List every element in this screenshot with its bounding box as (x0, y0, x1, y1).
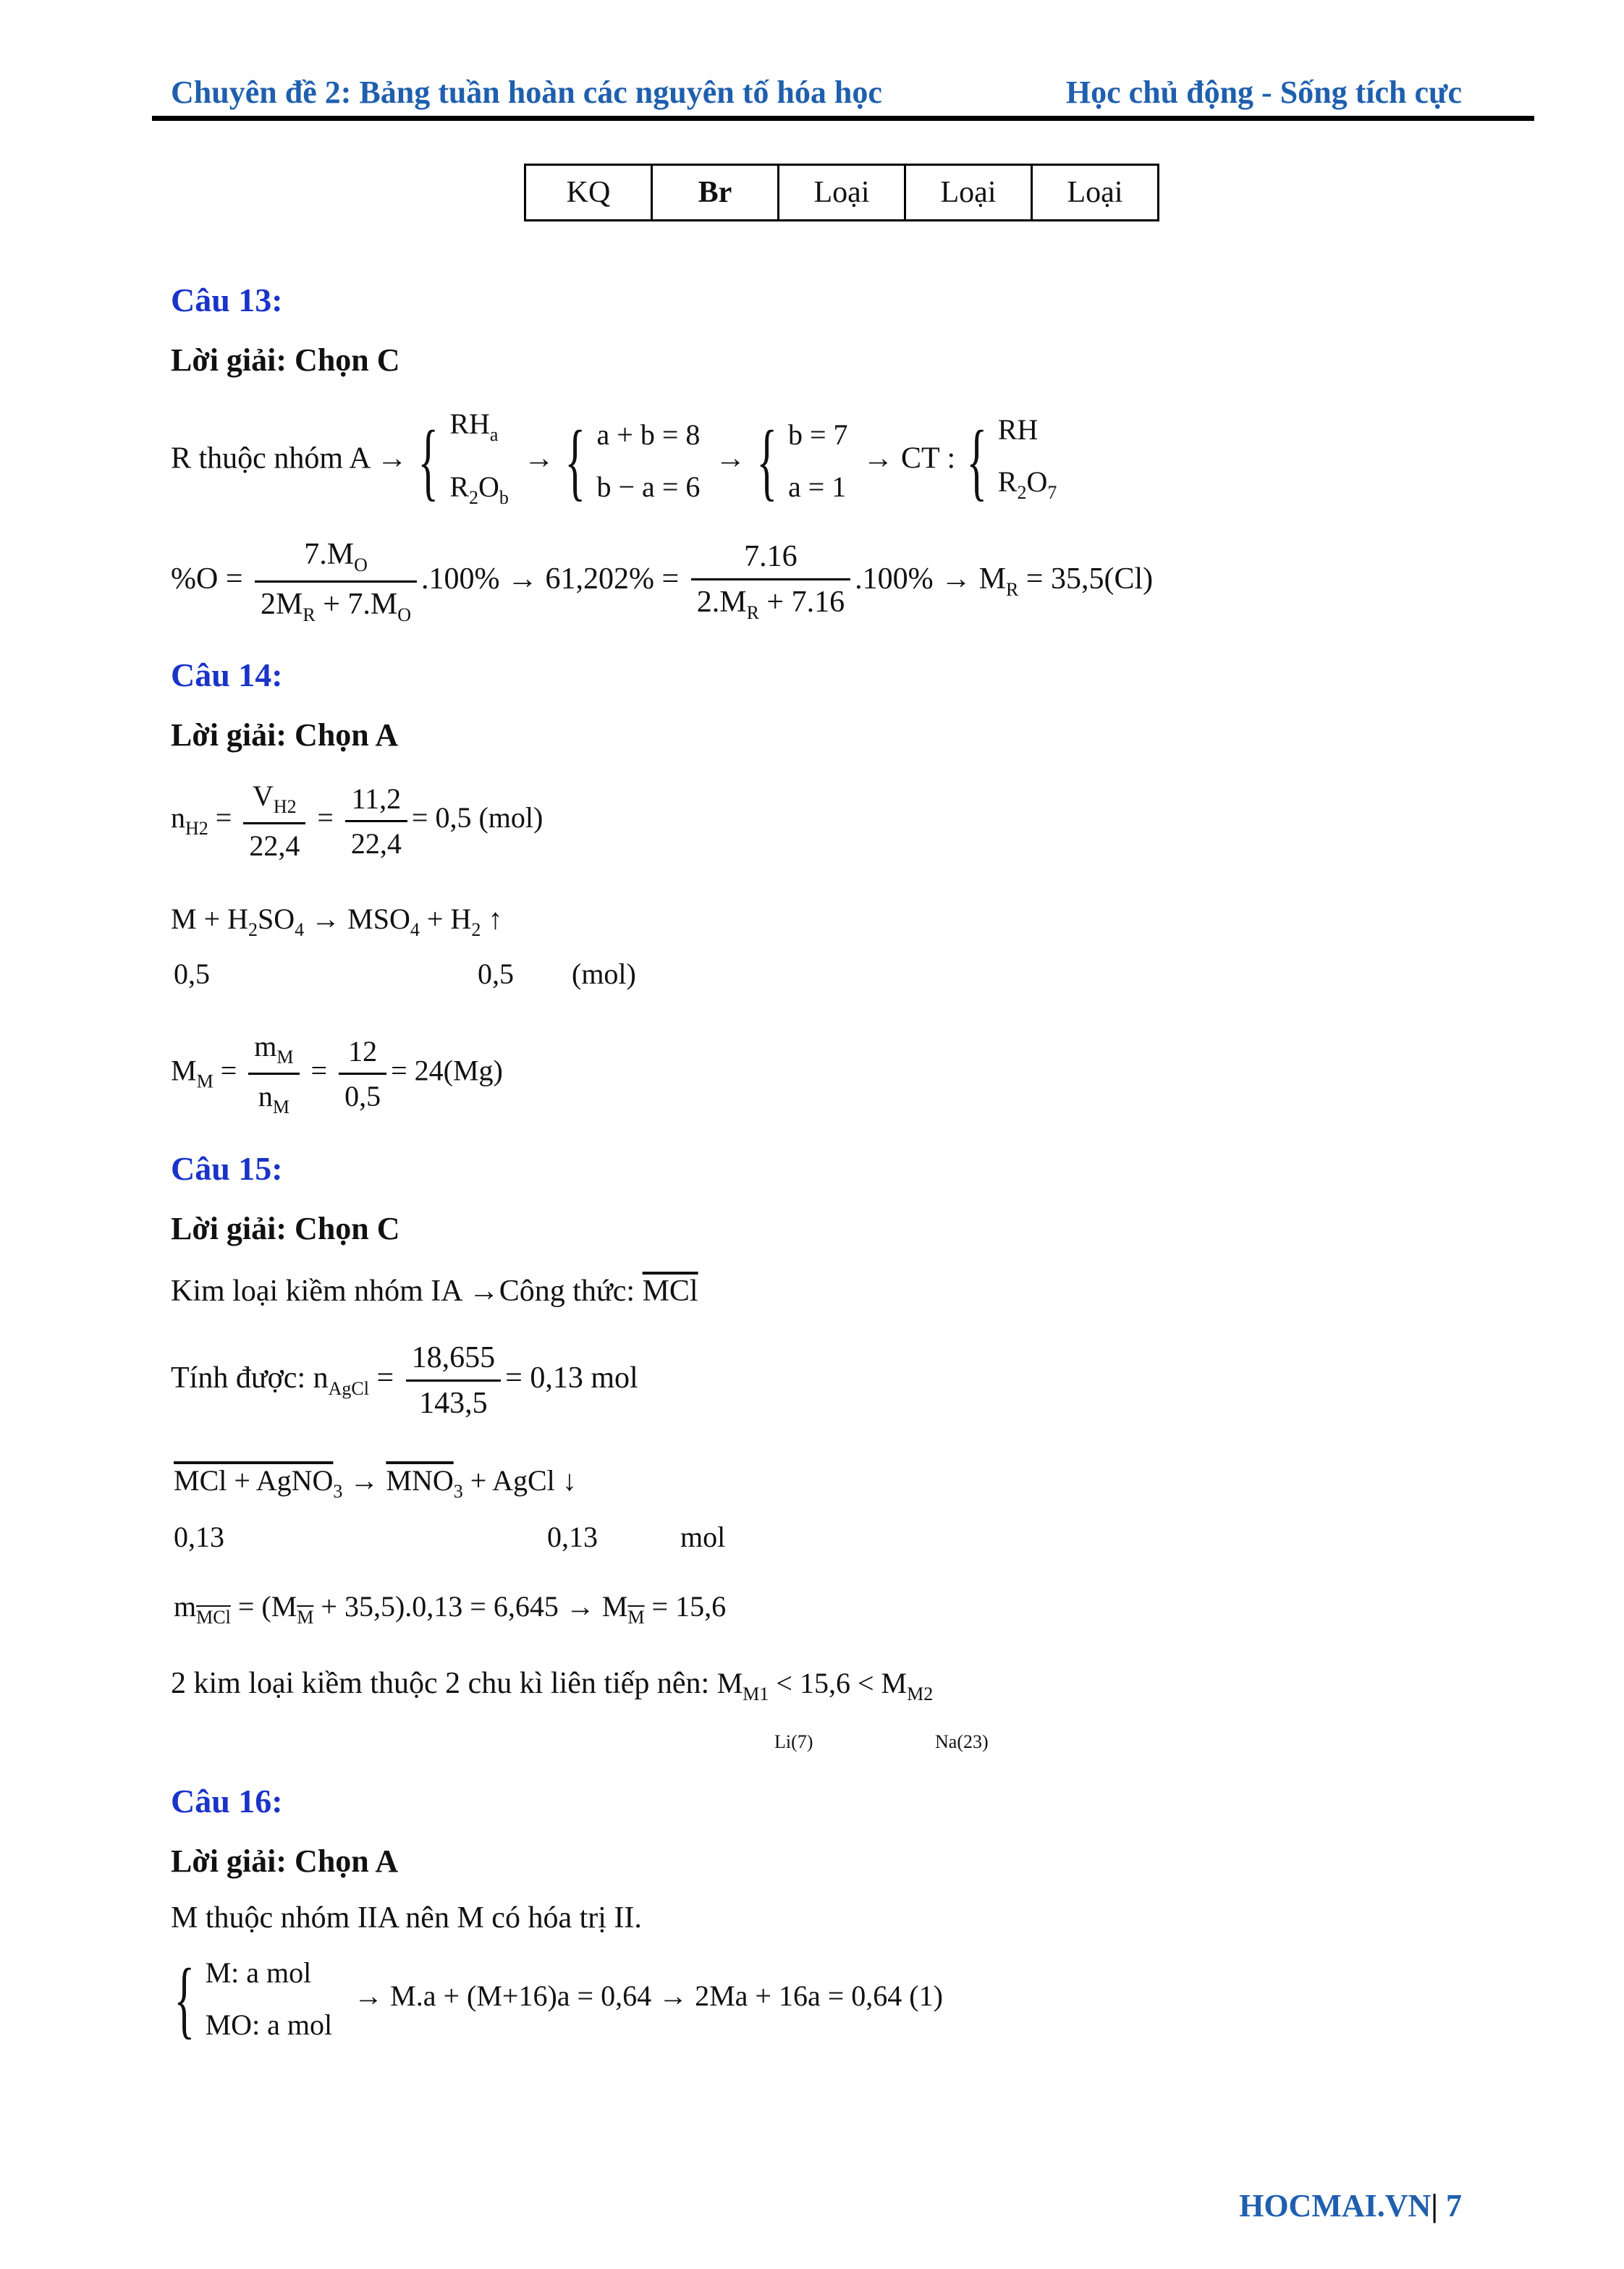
eq-text: = 15,6 (644, 1590, 727, 1623)
rx-text: + H (419, 903, 472, 935)
rx-text: SO (258, 903, 295, 935)
rx-text: $\overline{MNO}$ (386, 1464, 454, 1497)
sub: M (297, 1607, 314, 1628)
brace-icon: { (564, 413, 586, 509)
q16-valence-line: M thuộc nhóm IIA nên M có hóa trị II. (171, 1901, 642, 1935)
page-number: 7 (1446, 2188, 1462, 2223)
q15-mol-line: Tính được: $n_{AgCl}$ = $\frac{18,655}{143,5}$ = 0,13 mol (171, 1341, 638, 1420)
eq-text: = (M (230, 1590, 297, 1623)
sys-text: a + b = 8 (596, 418, 701, 451)
eq-text: < 15,6 < M (769, 1667, 908, 1699)
q15-formula-line (171, 1274, 698, 1309)
sub: R (746, 602, 759, 623)
frac-den: 0,5 (344, 1080, 381, 1112)
q15-stoich-a: 0,13 (174, 1521, 224, 1553)
eq-text: n (171, 801, 185, 834)
sub: R (1005, 579, 1019, 601)
q15-stoich-b: 0,13 (547, 1521, 598, 1553)
q15-answer: Lời giải: Chọn C (171, 1211, 400, 1246)
sub: M (627, 1607, 645, 1628)
header-slogan: Học chủ động - Sống tích cực (1065, 75, 1462, 110)
frac-den: n (258, 1080, 273, 1112)
sub: AgCl (328, 1378, 369, 1400)
q14-title: Câu 14: (171, 656, 283, 693)
result-table (524, 164, 1159, 221)
sys-sub: 7 (1047, 481, 1057, 503)
eq-text: = 0,13 mol (505, 1361, 638, 1395)
sub: M (907, 1683, 924, 1704)
frac-den: + 7.M (315, 588, 398, 621)
table-row (525, 165, 1159, 221)
sub: R (303, 604, 316, 625)
frac-num: 18,655 (406, 1340, 502, 1382)
sub: 2 (471, 919, 481, 940)
sub: 3 (453, 1481, 463, 1502)
fraction (406, 1340, 502, 1421)
eq-text: → M.a + (M+16)a = 0,64 → 2Ma + 16a = 0,64 (1) (354, 1979, 943, 2013)
fraction (339, 1034, 386, 1113)
sub: M (196, 1070, 213, 1092)
rx-text: M + H (171, 903, 249, 935)
ct-label: → CT : (863, 441, 956, 476)
frac-den: 143,5 (419, 1387, 488, 1420)
sys-text: O (478, 470, 499, 503)
frac-den: 2M (261, 588, 303, 621)
sys-text: R (997, 465, 1018, 498)
q13-system-line: R thuộc nhóm A → { $RH_a$ $R_2O_b$ → { a + b = 8 b − a = 6 → { b = 7 a = 1 → CT : { RH $R_2O_7$ (171, 398, 1057, 524)
q13-sys3 (788, 409, 848, 513)
brace-icon: { (966, 413, 987, 509)
frac-num: 12 (339, 1034, 386, 1075)
sys-sub: b (499, 487, 509, 508)
q14-reaction (171, 902, 502, 941)
q13-prefix: R thuộc nhóm A (171, 441, 370, 476)
eq-text: = 35,5(Cl) (1018, 562, 1154, 596)
site-name: HOCMAI.VN (1239, 2188, 1431, 2223)
sub: MCl (196, 1607, 231, 1628)
frac-num: m (254, 1030, 277, 1062)
frac-den: + 7.16 (758, 586, 845, 619)
sub: M (276, 1047, 294, 1068)
q15-period-line (171, 1666, 933, 1705)
sys-text: MO: a mol (205, 2008, 333, 2041)
q13-answer: Lời giải: Chọn C (171, 342, 400, 378)
table-cell: Loại (1032, 165, 1159, 221)
sys-sub: 2 (469, 487, 478, 508)
separator: | (1431, 2188, 1438, 2223)
header-rule (152, 116, 1534, 121)
q13-sys2 (597, 409, 701, 513)
eq-text: .100% → M (855, 562, 1006, 596)
frac-den: 2.M (696, 586, 747, 619)
eq-text: M (171, 1054, 197, 1087)
q13-sys1 (449, 398, 509, 524)
header-title: Chuyên đề 2: Bảng tuần hoàn các nguyên tố hóa học (171, 75, 882, 110)
fraction (255, 537, 417, 626)
frac-num: V (253, 779, 274, 812)
brace-icon: { (756, 413, 778, 509)
sub: 2 (287, 796, 297, 817)
q14-answer: Lời giải: Chọn A (171, 717, 399, 753)
frac-num: 11,2 (345, 782, 407, 822)
rx-text: → MSO (304, 903, 410, 935)
table-cell: Loại (779, 165, 905, 221)
sys-text: RH (997, 413, 1039, 446)
rx-text: MCl + AgNO (174, 1464, 334, 1497)
q13-title: Câu 13: (171, 282, 283, 318)
q16-system (171, 1947, 943, 2051)
q15-title: Câu 15: (171, 1150, 283, 1187)
q15-label-na: Na(23) (935, 1731, 989, 1752)
q15-mass-equation (174, 1589, 726, 1628)
sys (206, 1947, 333, 2051)
eq-text: n (313, 1361, 329, 1395)
sub: 1 (759, 1683, 769, 1704)
text: Tính được: (171, 1361, 313, 1395)
sys-text: M: a mol (205, 1956, 312, 1989)
q14-molar-mass: $M_M$ = $\frac{m_M}{n_M}$ = $\frac{12}{0,5}$ = 24(Mg) (171, 1030, 503, 1117)
q13-percent-equation (171, 537, 1153, 626)
eq-text: + 35,5).0,13 = 6,645 → M (313, 1590, 628, 1623)
sys-text: RH (449, 407, 490, 440)
fraction (345, 782, 407, 861)
sub: 2 (923, 1683, 934, 1704)
sub: 3 (333, 1481, 343, 1502)
q14-mol-equation: $n_{H2}$ = $\frac{V_{H2}}{22,4}$ = $\frac{11,2}{22,4}$ = 0,5 (mol) (171, 779, 544, 862)
rx-text: ↑ (481, 903, 503, 935)
text: 2 kim loại kiềm thuộc 2 chu kì liên tiếp nên: (171, 1667, 717, 1700)
sub: 2 (198, 818, 208, 840)
eq-text: = 0,5 (mol) (411, 801, 544, 834)
table-cell: Loại (905, 165, 1032, 221)
sys-sub: 2 (1017, 481, 1027, 503)
q15-label-li: Li(7) (774, 1731, 813, 1752)
sub: H (185, 818, 199, 840)
eq-text: = 24(Mg) (391, 1054, 503, 1087)
sys-text: b = 7 (787, 418, 848, 451)
rx-text: + AgCl ↓ (462, 1464, 577, 1497)
sys-sub: a (489, 424, 499, 445)
brace-icon: { (174, 1951, 195, 2047)
eq-text: %O = (171, 562, 243, 596)
sys-text: b − a = 6 (596, 470, 701, 503)
sys-text: O (1026, 465, 1048, 498)
q15-stoich-unit: mol (680, 1521, 726, 1553)
inequality (716, 1667, 934, 1704)
fraction (248, 1029, 299, 1118)
rx-text: → (342, 1464, 386, 1497)
fraction (243, 779, 305, 863)
frac-den: 22,4 (249, 829, 300, 862)
sub: O (354, 554, 368, 575)
fraction (691, 539, 850, 624)
brace-icon: { (418, 413, 439, 509)
sub: 4 (410, 919, 420, 940)
sub: 2 (248, 919, 258, 940)
q14-stoich-b: 0,5 (478, 958, 514, 990)
q16-answer: Lời giải: Chọn A (171, 1843, 399, 1879)
q15-reaction (174, 1463, 577, 1503)
sub: M (272, 1097, 289, 1117)
q14-stoich-unit: (mol) (572, 958, 636, 990)
table-cell: KQ (525, 165, 652, 221)
text: Kim loại kiềm nhóm IA →Công thức: (171, 1275, 643, 1308)
sys-text: a = 1 (787, 470, 847, 503)
sub: H (273, 796, 287, 817)
frac-den: 22,4 (350, 827, 402, 860)
footer-page (1239, 2187, 1462, 2224)
eq-text: .100% → 61,202% = (421, 562, 680, 596)
overline-formula: $\overline{MCl}$ (642, 1275, 698, 1308)
table-cell: Br (652, 165, 779, 221)
frac-num: 7.16 (691, 539, 850, 580)
sub: 4 (295, 919, 305, 940)
eq-text: M (716, 1667, 743, 1699)
q14-stoich-a: 0,5 (174, 958, 210, 990)
sys-text: R (449, 470, 469, 503)
frac-num: 7.M (304, 538, 355, 571)
q13-sys4 (998, 404, 1057, 519)
sub: O (397, 604, 412, 625)
sub: M (743, 1683, 760, 1704)
eq-text: m (174, 1590, 197, 1623)
q16-title: Câu 16: (171, 1783, 283, 1820)
